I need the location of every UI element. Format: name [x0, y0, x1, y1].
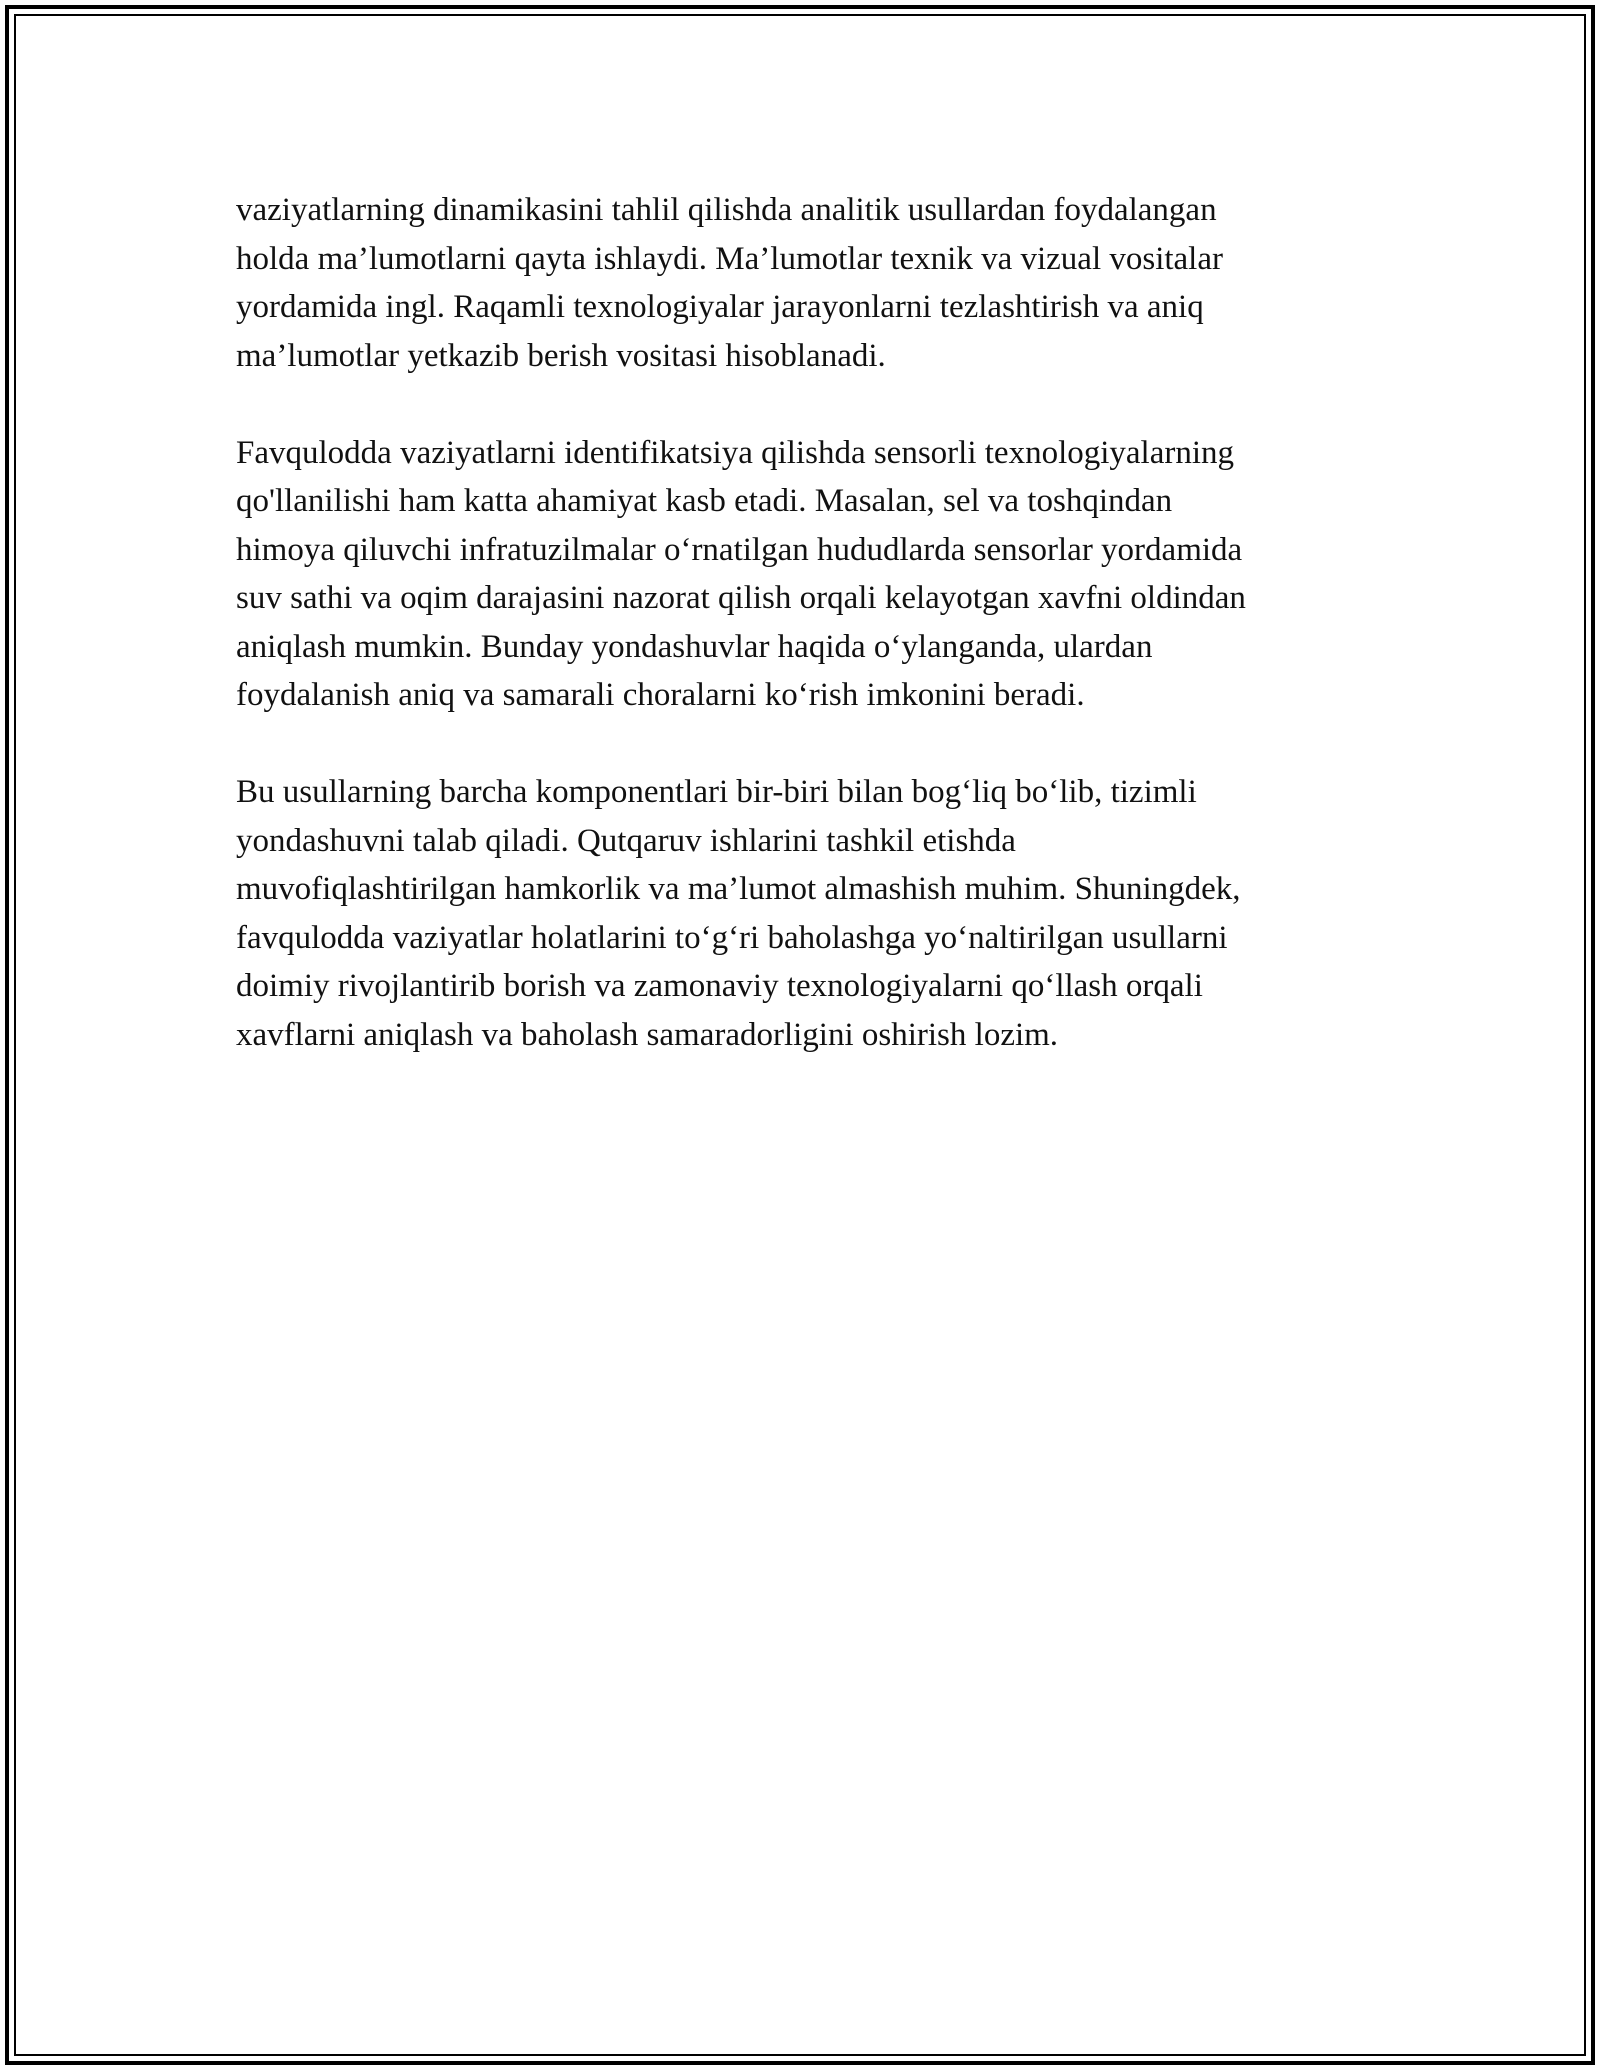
paragraph: Favqulodda vaziyatlarni identifikatsiya qilishda sensorli texnologiyalarning qo'llanilishi ham katta ahamiyat kasb etadi. Masalan, sel va toshqindan himoya qiluvchi infratuzilmalar o‘rnatilgan hududlarda sensorlar yordamida suv sathi va oqim darajasini nazorat qilish orqali kelayotgan xavfni oldindan aniqlash mumkin. Bunday yondashuvlar haqida o‘ylanganda, ulardan foydalanish aniq va samarali choralarni ko‘rish imkonini beradi. [236, 434, 1246, 713]
paragraph: Bu usullarning barcha komponentlari bir-biri bilan bog‘liq bo‘lib, tizimli yondashuvni talab qiladi. Qutqaruv ishlarini tashkil etishda muvofiqlashtirilgan hamkorlik va ma’lumot almashish muhim. Shuningdek, favqulodda vaziyatlar holatlarini to‘g‘ri baholashga yo‘naltirilgan usullarni doimiy rivojlantirib borish va zamonaviy texnologiyalarni qo‘llash orqali xavflarni aniqlash va baholash samaradorligini oshirish lozim. [236, 774, 1241, 1053]
document-body [236, 186, 1376, 1108]
paragraph: vaziyatlarning dinamikasini tahlil qilishda analitik usullardan foydalangan holda ma’lumotlarni qayta ishlaydi. Ma’lumotlar texnik va vizual vositalar yordamida ingl. Raqamli texnologiyalar jarayonlarni tezlashtirish va aniq ma’lumotlar yetkazib berish vositasi hisoblanadi. [236, 192, 1223, 374]
